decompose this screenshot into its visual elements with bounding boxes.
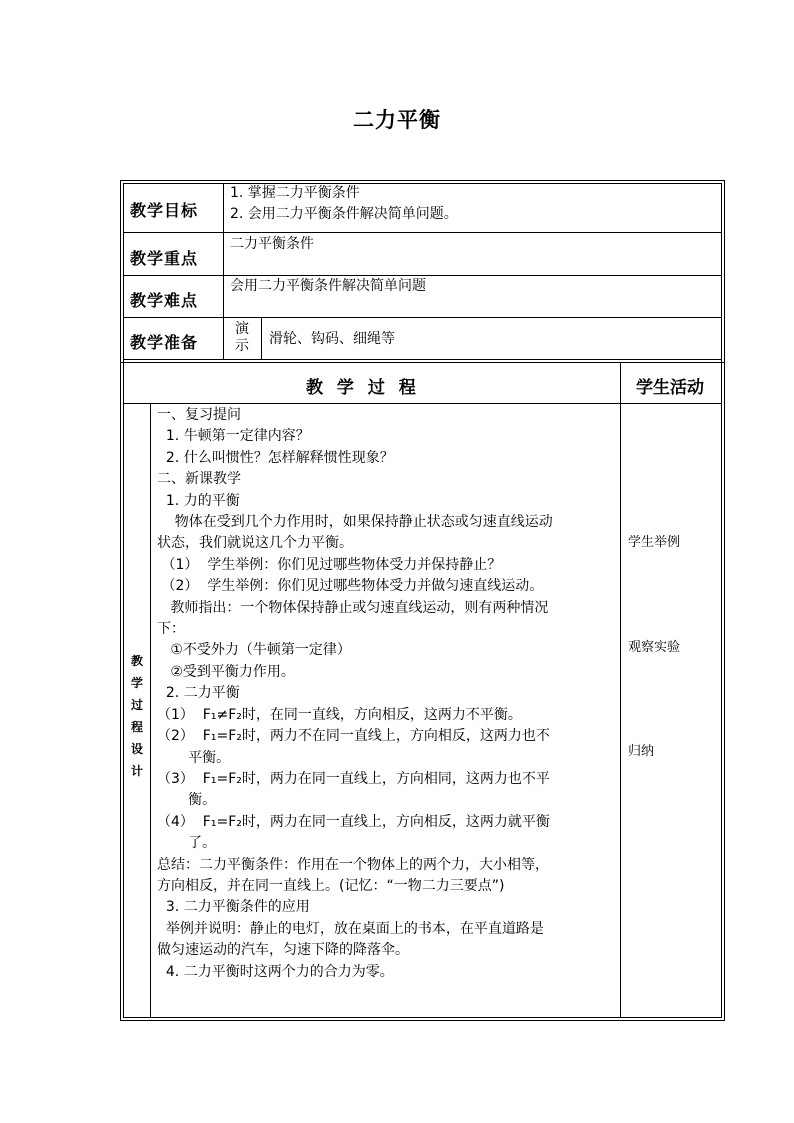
process-header: 教 学 过 程 bbox=[306, 378, 420, 398]
key-point-text: 二力平衡条件 bbox=[230, 236, 314, 252]
goal-label: 教学目标 bbox=[130, 201, 199, 220]
process-line: 做匀速运动的汽车，匀速下降的降落伞。 bbox=[157, 942, 409, 959]
process-line: 状态，我们就说这几个力平衡。 bbox=[157, 535, 353, 552]
process-line: 了。 bbox=[157, 835, 217, 852]
process-line: 4. 二力平衡时这两个力的合力为零。 bbox=[157, 963, 394, 980]
process-line: 2. 二力平衡 bbox=[157, 685, 240, 702]
side-vertical-label: 教 学 过 程 设 计 bbox=[130, 654, 143, 778]
process-line: 2. 什么叫惯性？怎样解释惯性现象？ bbox=[157, 449, 394, 466]
process-line: ①不受外力（牛顿第一定律） bbox=[157, 642, 351, 659]
process-line: 举例并说明：静止的电灯，放在桌面上的书本，在平直道路是 bbox=[157, 920, 544, 937]
row-divider bbox=[123, 232, 722, 233]
process-line: 平衡。 bbox=[157, 749, 231, 766]
process-line: （3） F₁=F₂时，两力在同一直线上，方向相同，这两力也不平 bbox=[157, 770, 550, 787]
row-divider bbox=[123, 275, 722, 276]
row-divider bbox=[123, 317, 722, 318]
side-column-divider bbox=[150, 403, 151, 1018]
prep-text: 滑轮、钩码、细绳等 bbox=[269, 331, 395, 347]
process-line: 二、新课教学 bbox=[157, 471, 241, 488]
process-line: 教师指出：一个物体保持静止或匀速直线运动，则有两种情况 bbox=[157, 599, 549, 616]
process-line: （1） 学生举例：你们见过哪些物体受力并保持静止？ bbox=[157, 556, 502, 573]
activity-item: 学生举例 bbox=[628, 535, 681, 550]
process-line: 总结：二力平衡条件：作用在一个物体上的两个力，大小相等， bbox=[157, 856, 549, 873]
activity-item: 观察实验 bbox=[628, 640, 681, 655]
row-divider bbox=[123, 359, 722, 360]
activity-column-divider bbox=[620, 362, 621, 1018]
activity-item: 归纳 bbox=[628, 744, 655, 759]
process-line: 物体在受到几个力作用时，如果保持静止状态或匀速直线运动 bbox=[157, 514, 553, 531]
process-line: 衡。 bbox=[157, 792, 217, 809]
row-divider bbox=[120, 362, 725, 363]
process-line: 1. 牛顿第一定律内容？ bbox=[157, 428, 310, 445]
prep-sub-label: 演 示 bbox=[235, 321, 249, 354]
goal-item-2: 2. 会用二力平衡条件解决简单问题。 bbox=[230, 206, 458, 222]
process-line: 一、复习提问 bbox=[157, 407, 241, 423]
prep-subcolumn-divider bbox=[261, 317, 262, 359]
process-line: （2） F₁=F₂时，两力不在同一直线上，方向相反，这两力也不 bbox=[157, 728, 550, 745]
prep-label: 教学准备 bbox=[130, 333, 199, 352]
process-line: （1） F₁≠F₂时，在同一直线，方向相反，这两力不平衡。 bbox=[157, 706, 522, 723]
process-line: ②受到平衡力作用。 bbox=[157, 663, 295, 680]
activity-header: 学生活动 bbox=[636, 378, 704, 398]
row-divider bbox=[123, 403, 722, 404]
process-content bbox=[157, 405, 619, 983]
goal-item-1: 1. 掌握二力平衡条件 bbox=[230, 185, 360, 201]
label-column-divider bbox=[223, 183, 224, 360]
process-line: 1. 力的平衡 bbox=[157, 492, 240, 509]
process-line: 下： bbox=[157, 621, 185, 638]
difficulty-label: 教学难点 bbox=[130, 291, 199, 310]
key-point-label: 教学重点 bbox=[130, 249, 199, 268]
process-line: （4） F₁=F₂时，两力在同一直线上，方向相反，这两力就平衡 bbox=[157, 813, 550, 830]
process-line: 3. 二力平衡条件的应用 bbox=[157, 899, 310, 916]
page-title: 二力平衡 bbox=[353, 107, 441, 132]
process-line: （2） 学生举例：你们见过哪些物体受力并做匀速直线运动。 bbox=[157, 578, 544, 595]
difficulty-text: 会用二力平衡条件解决简单问题 bbox=[230, 278, 426, 294]
process-line: 方向相反，并在同一直线上。(记忆：“一物二力三要点”) bbox=[157, 877, 505, 894]
